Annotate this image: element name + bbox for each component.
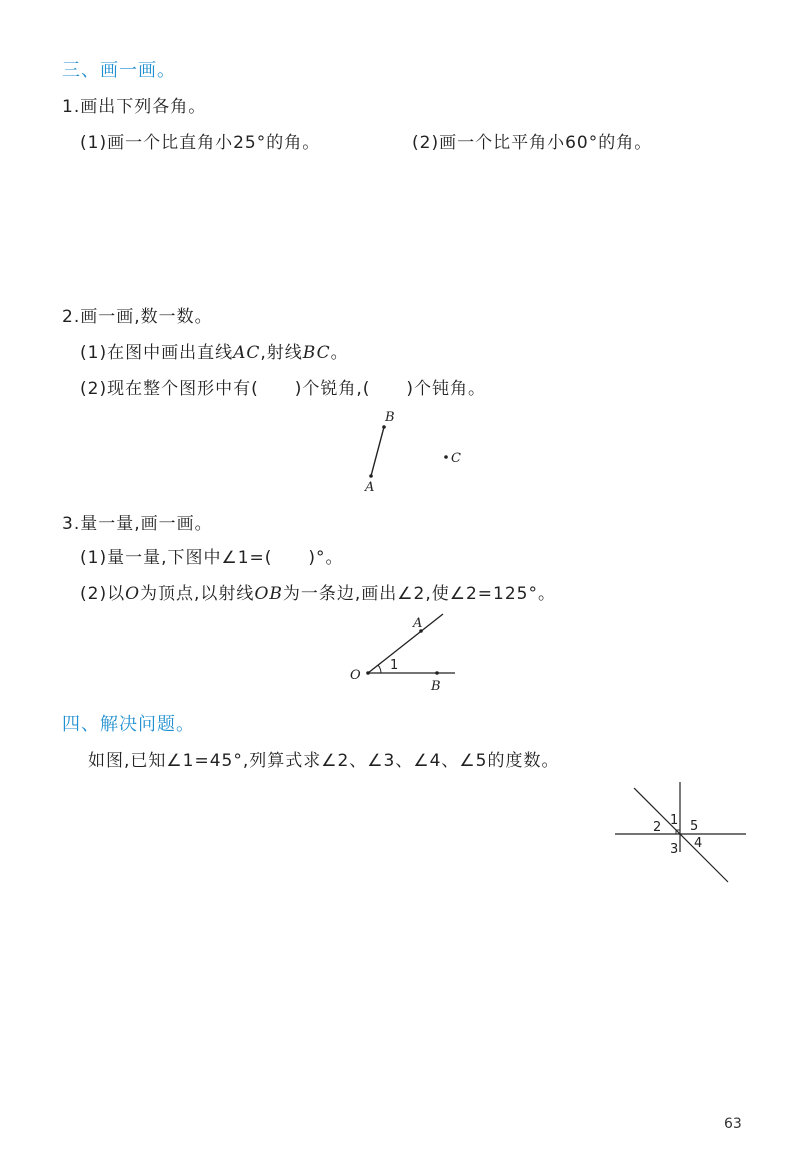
q3-sub2-ob: OB — [254, 584, 283, 604]
section-4-title: 四、解决问题。 — [62, 714, 195, 735]
label-angle-1: 1 — [670, 813, 679, 828]
q2-sub1-mid: ,射线 — [260, 343, 303, 363]
diagonal-line — [634, 788, 728, 882]
label-b: B — [431, 679, 441, 694]
label-angle-1: 1 — [390, 658, 399, 673]
q1-sub2: (2)画一个比平角小60°的角。 — [412, 133, 653, 153]
label-b: B — [385, 410, 395, 425]
q2-sub1-prefix: (1)在图中画出直线 — [80, 343, 234, 363]
section-3-title: 三、画一画。 — [62, 60, 176, 81]
section-4-problem: 如图,已知∠1=45°,列算式求∠2、∠3、∠4、∠5的度数。 — [88, 751, 560, 771]
q2-sub2: (2)现在整个图形中有( )个锐角,( )个钝角。 — [80, 379, 487, 399]
q3-sub2-suffix: 为一条边,画出∠2,使∠2=125°。 — [282, 584, 556, 604]
q1-sub1: (1)画一个比直角小25°的角。 — [80, 133, 321, 153]
label-c: C — [451, 451, 461, 466]
label-angle-2: 2 — [653, 820, 662, 835]
label-o: O — [350, 668, 361, 683]
label-angle-3: 3 — [670, 842, 679, 857]
q2-sub1-bc: BC — [302, 343, 331, 363]
label-a: A — [365, 480, 375, 495]
q1-title: 1.画出下列各角。 — [62, 97, 207, 117]
q2-sub1-suffix: 。 — [330, 343, 349, 363]
q3-sub2-mid: 为顶点,以射线 — [140, 584, 255, 604]
q3-sub2-o: O — [125, 584, 141, 604]
q2-sub1-ac: AC — [233, 343, 261, 363]
page-number: 63 — [724, 1116, 742, 1132]
label-angle-5: 5 — [690, 819, 699, 834]
q3-sub1: (1)量一量,下图中∠1=( )°。 — [80, 548, 344, 568]
label-angle-4: 4 — [694, 836, 703, 851]
q2-title: 2.画一画,数一数。 — [62, 307, 213, 327]
label-a: A — [413, 616, 423, 631]
q3-title: 3.量一量,画一画。 — [62, 514, 213, 534]
q3-sub2-prefix: (2)以 — [80, 584, 126, 604]
